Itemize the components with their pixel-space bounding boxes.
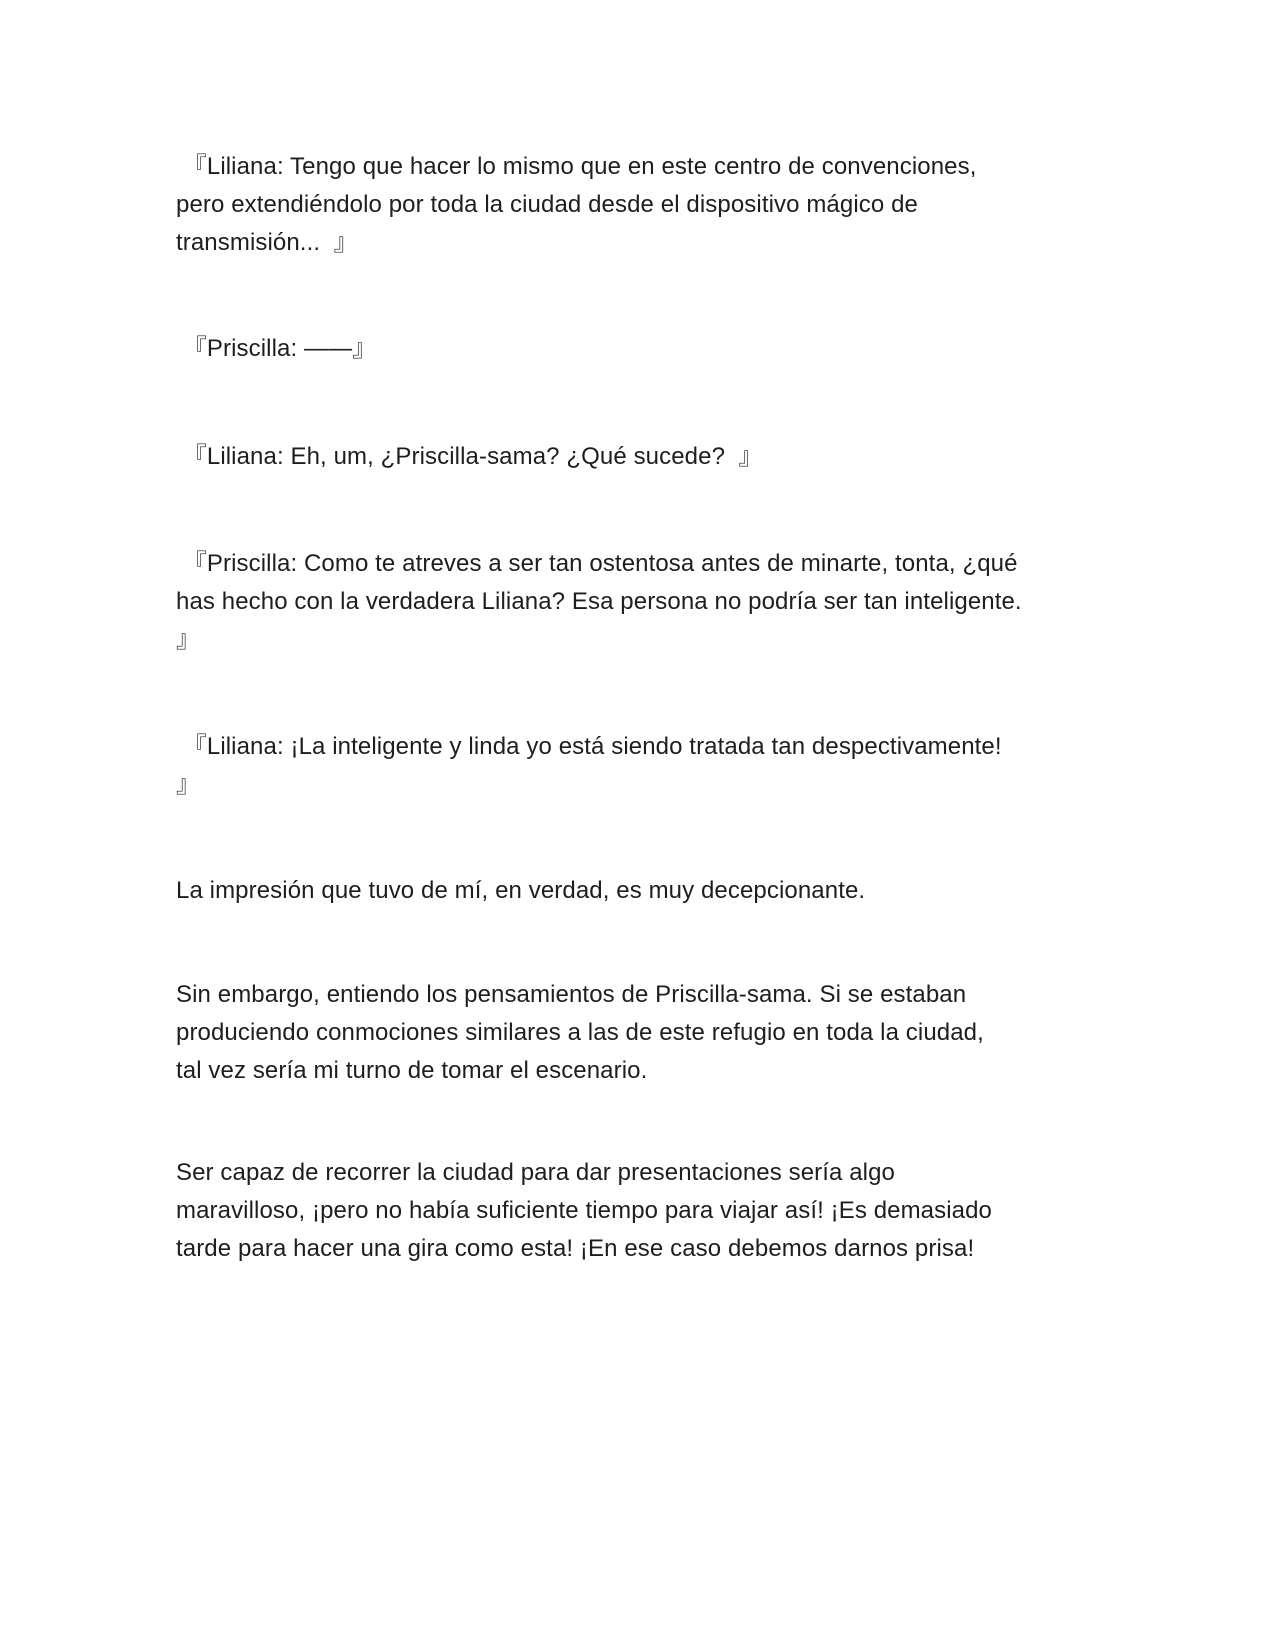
paragraph-line: 』 bbox=[176, 771, 201, 798]
paragraph-line: 『Liliana: Eh, um, ¿Priscilla-sama? ¿Qué sucede? 』 bbox=[176, 443, 763, 470]
paragraph-line: Sin embargo, entiendo los pensamientos de Priscilla-sama. Si se estaban bbox=[176, 981, 967, 1008]
paragraph-7 bbox=[176, 976, 1106, 1090]
paragraph-1 bbox=[176, 148, 1106, 262]
paragraph-4 bbox=[176, 545, 1106, 659]
paragraph-5 bbox=[176, 728, 1106, 804]
paragraph-line: Ser capaz de recorrer la ciudad para dar presentaciones sería algo bbox=[176, 1159, 896, 1186]
paragraph-line: tarde para hacer una gira como esta! ¡En ese caso debemos darnos prisa! bbox=[176, 1235, 975, 1262]
paragraph-line: 』 bbox=[176, 626, 201, 653]
paragraph-line: produciendo conmociones similares a las de este refugio en toda la ciudad, bbox=[176, 1019, 984, 1046]
paragraph-8 bbox=[176, 1154, 1106, 1268]
paragraph-line: 『Liliana: Tengo que hacer lo mismo que en este centro de convenciones, bbox=[176, 153, 977, 180]
paragraph-3 bbox=[176, 438, 1106, 476]
paragraph-line: 『Priscilla: Como te atreves a ser tan ostentosa antes de minarte, tonta, ¿qué bbox=[176, 550, 1018, 577]
paragraph-line: tal vez sería mi turno de tomar el escenario. bbox=[176, 1057, 648, 1084]
paragraph-line: 『Priscilla: ——』 bbox=[176, 335, 377, 362]
paragraph-line: has hecho con la verdadera Liliana? Esa persona no podría ser tan inteligente. bbox=[176, 588, 1022, 615]
paragraph-line: La impresión que tuvo de mí, en verdad, es muy decepcionante. bbox=[176, 877, 866, 904]
paragraph-2 bbox=[176, 330, 1106, 368]
paragraph-6 bbox=[176, 872, 1106, 910]
paragraph-line: maravilloso, ¡pero no había suficiente tiempo para viajar así! ¡Es demasiado bbox=[176, 1197, 993, 1224]
paragraph-line: transmisión... 』 bbox=[176, 229, 358, 256]
paragraph-line: 『Liliana: ¡La inteligente y linda yo está siendo tratada tan despectivamente! bbox=[176, 733, 1002, 760]
paragraph-line: pero extendiéndolo por toda la ciudad desde el dispositivo mágico de bbox=[176, 191, 918, 218]
